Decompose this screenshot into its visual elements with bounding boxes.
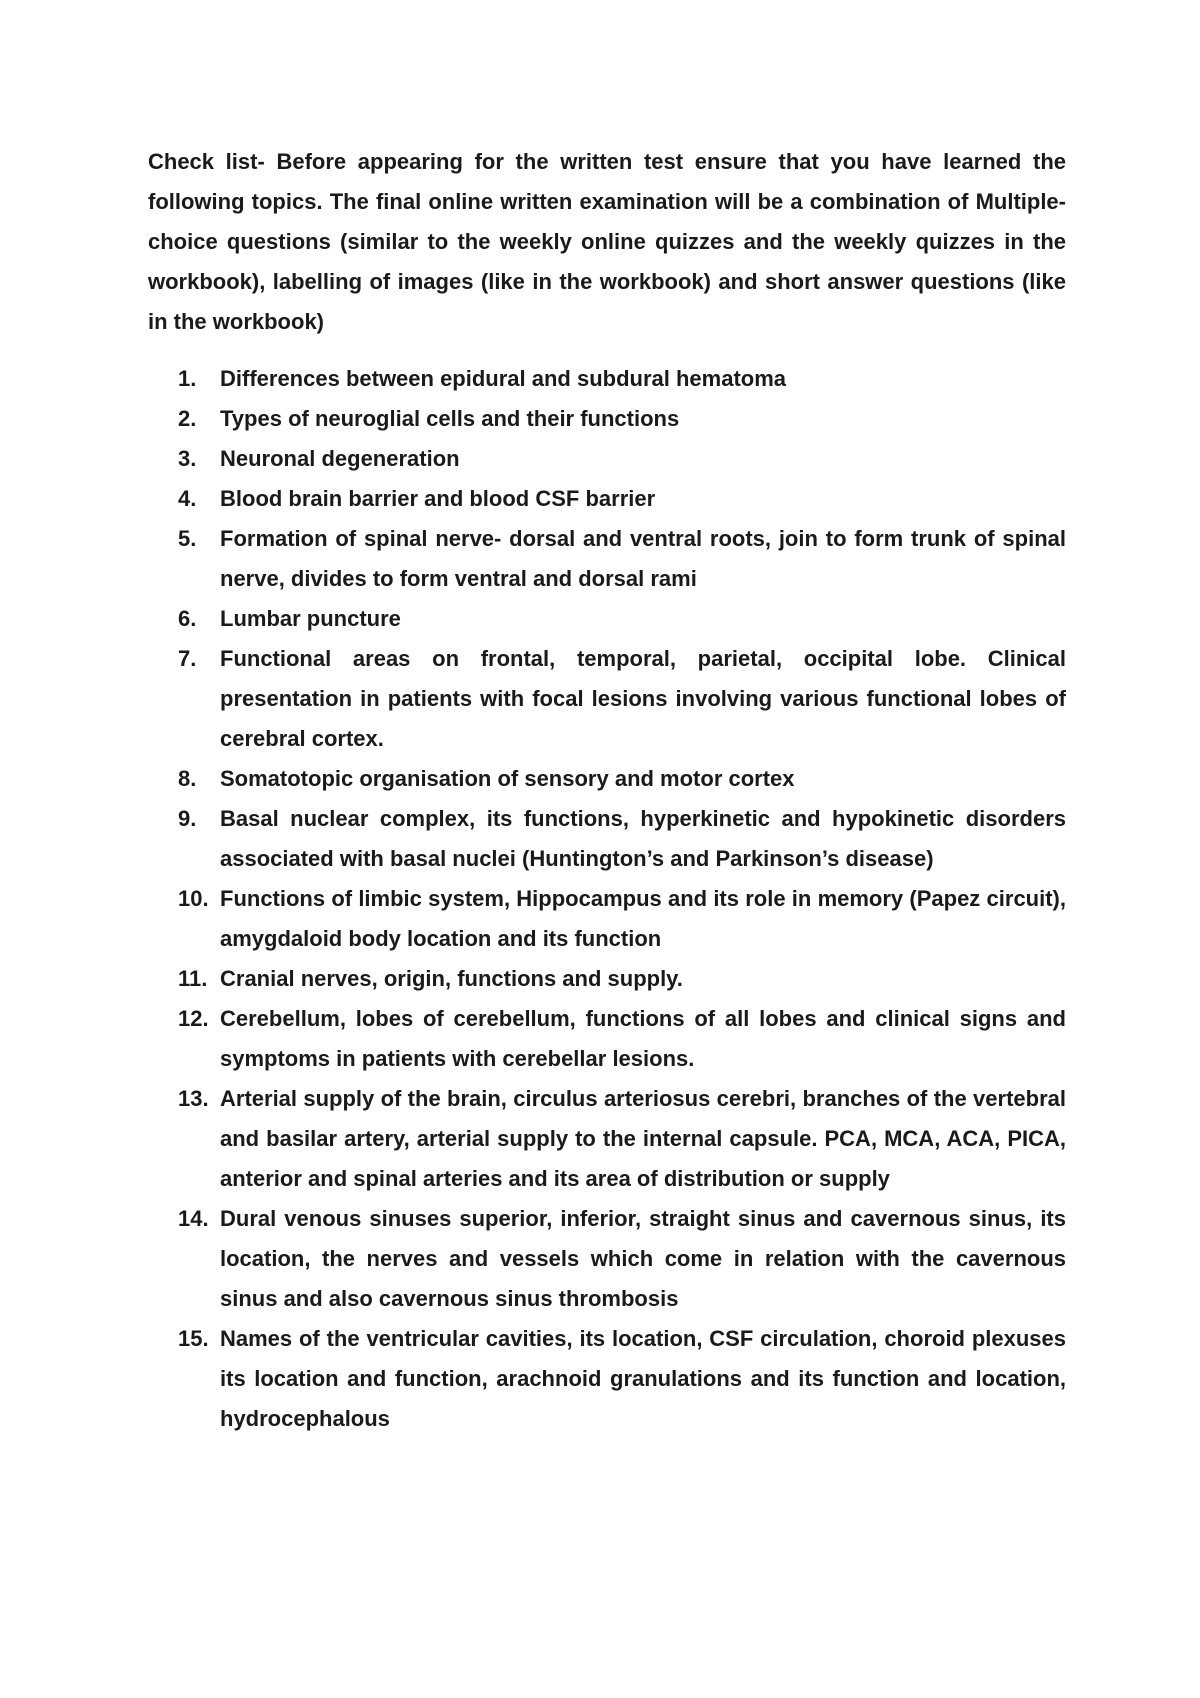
item-number: 2. bbox=[178, 406, 197, 431]
item-number: 13. bbox=[178, 1086, 209, 1111]
list-item bbox=[148, 439, 1066, 479]
item-text: Arterial supply of the brain, circulus arteriosus cerebri, branches of the vertebral and basilar artery, arterial supply to the internal capsule. PCA, MCA, ACA, PICA, anterior and spinal arteries and its area of distribution or supply bbox=[220, 1086, 1066, 1191]
document-page bbox=[148, 142, 1066, 1439]
item-text: Blood brain barrier and blood CSF barrier bbox=[220, 486, 656, 511]
item-number: 7. bbox=[178, 646, 197, 671]
list-item bbox=[148, 479, 1066, 519]
list-item bbox=[148, 639, 1066, 759]
item-text: Names of the ventricular cavities, its location, CSF circulation, choroid plexuses its location and function, arachnoid granulations and its function and location, hydrocephalous bbox=[220, 1326, 1066, 1431]
list-item bbox=[148, 759, 1066, 799]
item-text: Basal nuclear complex, its functions, hyperkinetic and hypokinetic disorders associated with basal nuclei (Huntington’s and Parkinson’s disease) bbox=[220, 806, 1066, 871]
item-text: Neuronal degeneration bbox=[220, 446, 460, 471]
item-text: Functions of limbic system, Hippocampus and its role in memory (Papez circuit), amygdaloid body location and its function bbox=[220, 886, 1066, 951]
item-text: Types of neuroglial cells and their functions bbox=[220, 406, 680, 431]
item-number: 15. bbox=[178, 1326, 209, 1351]
item-text: Lumbar puncture bbox=[220, 606, 401, 631]
list-item bbox=[148, 1079, 1066, 1199]
intro-paragraph: Check list- Before appearing for the written test ensure that you have learned the following topics. The final online written examination will be a combination of Multiple-choice questions (similar to the weekly online quizzes and the weekly quizzes in the workbook), labelling of images (like in the workbook) and short answer questions (like in the workbook) bbox=[148, 149, 1066, 334]
item-text: Dural venous sinuses superior, inferior, straight sinus and cavernous sinus, its location, the nerves and vessels which come in relation with the cavernous sinus and also cavernous sinus thrombosis bbox=[220, 1206, 1066, 1311]
item-text: Formation of spinal nerve- dorsal and ventral roots, join to form trunk of spinal nerve, divides to form ventral and dorsal rami bbox=[220, 526, 1066, 591]
item-number: 12. bbox=[178, 1006, 209, 1031]
item-number: 6. bbox=[178, 606, 197, 631]
item-number: 8. bbox=[178, 766, 197, 791]
item-number: 1. bbox=[178, 366, 197, 391]
item-text: Cerebellum, lobes of cerebellum, functions of all lobes and clinical signs and symptoms in patients with cerebellar lesions. bbox=[220, 1006, 1066, 1071]
item-text: Cranial nerves, origin, functions and supply. bbox=[220, 966, 683, 991]
list-item bbox=[148, 999, 1066, 1079]
item-number: 3. bbox=[178, 446, 197, 471]
item-text: Functional areas on frontal, temporal, parietal, occipital lobe. Clinical presentation in patients with focal lesions involving various functional lobes of cerebral cortex. bbox=[220, 646, 1066, 751]
item-number: 9. bbox=[178, 806, 197, 831]
list-item bbox=[148, 519, 1066, 599]
item-number: 14. bbox=[178, 1206, 209, 1231]
item-number: 10. bbox=[178, 886, 209, 911]
list-item bbox=[148, 879, 1066, 959]
list-item bbox=[148, 799, 1066, 879]
list-item bbox=[148, 959, 1066, 999]
list-item bbox=[148, 359, 1066, 399]
item-text: Somatotopic organisation of sensory and motor cortex bbox=[220, 766, 795, 791]
topic-checklist bbox=[148, 359, 1066, 1439]
list-item bbox=[148, 399, 1066, 439]
item-number: 5. bbox=[178, 526, 197, 551]
list-item bbox=[148, 599, 1066, 639]
item-text: Differences between epidural and subdural hematoma bbox=[220, 366, 787, 391]
item-number: 4. bbox=[178, 486, 197, 511]
list-item bbox=[148, 1319, 1066, 1439]
list-item bbox=[148, 1199, 1066, 1319]
item-number: 11. bbox=[178, 966, 208, 991]
